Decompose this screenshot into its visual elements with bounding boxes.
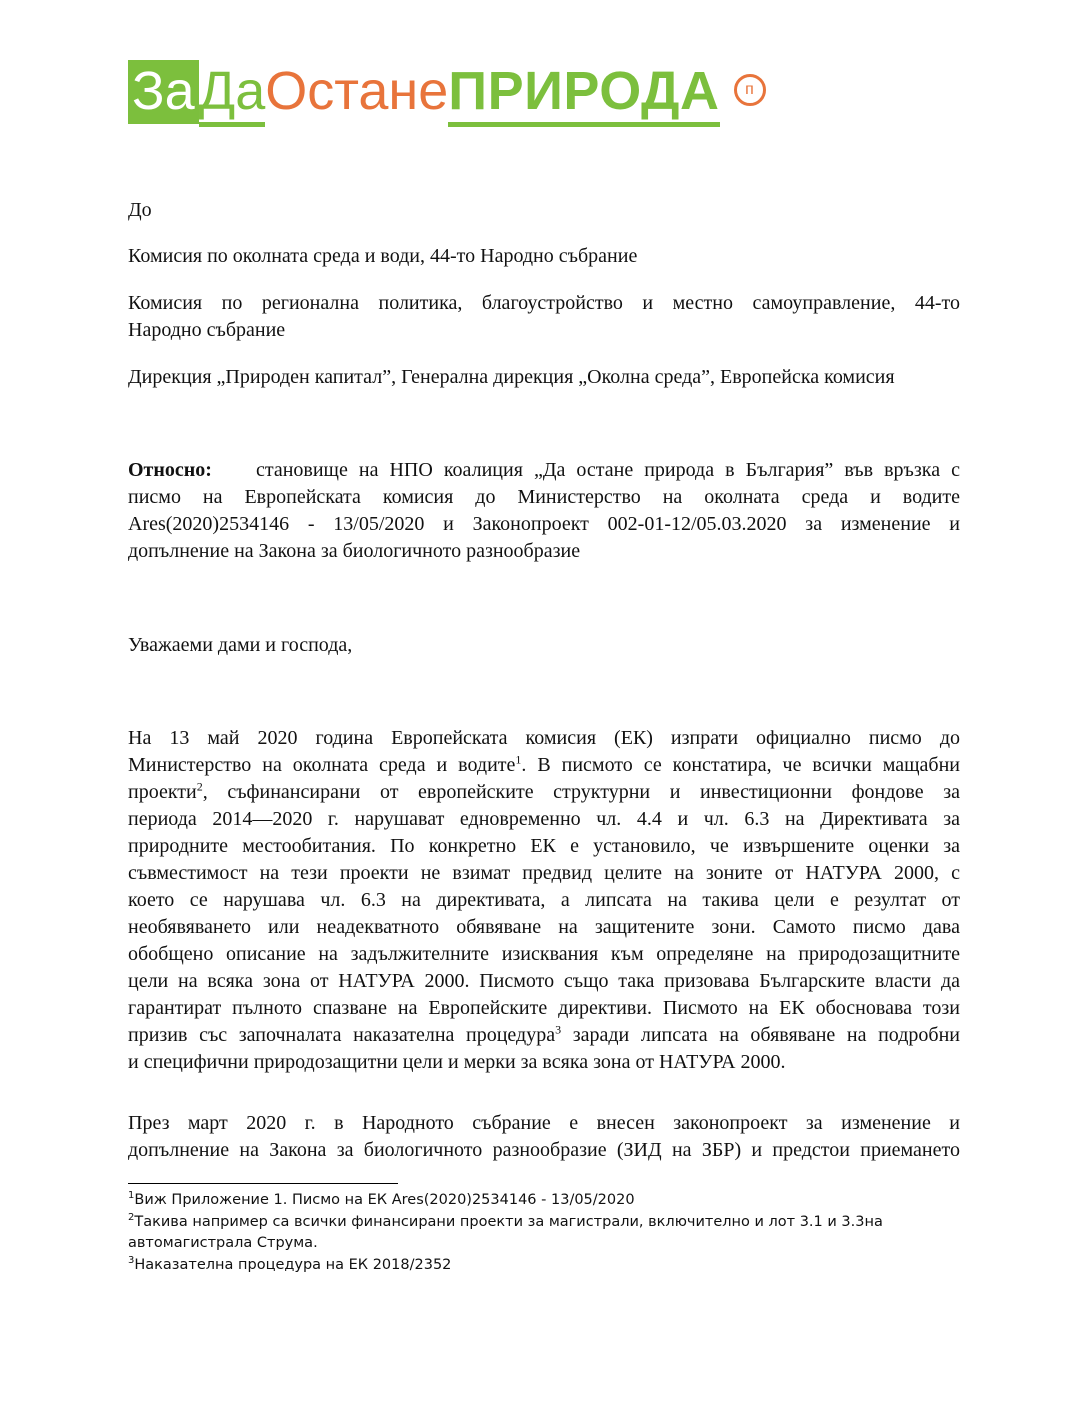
- logo-za: За: [128, 60, 199, 124]
- body-line: През март 2020 г. в Народното събрание е внесен законопроект за изменение и: [128, 1112, 960, 1134]
- recipient-2-line-2: Народно събрание: [128, 319, 286, 341]
- recipient-2-line-1: Комисия по регионална политика, благоустройство и местно самоуправление, 44-то: [128, 292, 960, 314]
- body-line: На 13 май 2020 година Европейската комисия (ЕК) изпрати официално писмо до: [128, 727, 960, 749]
- logo-da: Да: [199, 60, 266, 127]
- logo-ostane: Остане: [265, 61, 449, 121]
- footnote-1: $^1$Виж Приложение 1. Писмо на ЕК Ares(2020)2534146 - 13/05/2020: [128, 1190, 635, 1208]
- body-line: гарантират пълното спазване на Европейските директиви. Писмото на ЕК обосновава този: [128, 997, 960, 1019]
- logo-mark-icon: п: [734, 74, 766, 106]
- footnote-2: $^2$Такива например са всички финансирани проекти за магистрали, включително и лот 3.1 и 3.3на: [128, 1211, 883, 1230]
- body-line: съвместимост на тези проекти не взимат предвид целите на зоните от НАТУРА 2000, с: [128, 862, 960, 884]
- subject-label: Относно:: [128, 459, 212, 481]
- body-line: периода 2014—2020 г. нарушават едновременно чл. 4.4 и чл. 6.3 на Директивата за: [128, 808, 960, 830]
- subject-line-3: Ares(2020)2534146 - 13/05/2020 и Законопроект 002-01-12/05.03.2020 за изменение и: [128, 513, 960, 535]
- body-line: необявяването или неадекватното обявяване на защитените зони. Самото писмо дава: [128, 916, 960, 938]
- body-line: призив със започналата наказателна процедура$^3$ заради липсата на обявяване на подробни: [128, 1022, 960, 1046]
- body-line: природните местообитания. По конкретно ЕК е установило, че извършените оценки за: [128, 835, 960, 857]
- recipient-to: До: [128, 199, 152, 221]
- body-line: което се нарушава чл. 6.3 на директивата, а липсата на такива цели е резултат от: [128, 889, 960, 911]
- salutation: Уважаеми дами и господа,: [128, 634, 353, 656]
- footnote-ref-2[interactable]: 2: [196, 779, 203, 794]
- body-line: Министерство на околната среда и водите$^1$. В писмото се констатира, че всички мащабни: [128, 752, 960, 776]
- body-line: проекти$^2$, съфинансирани от европейските структурни и инвестиционни фондове за: [128, 779, 960, 803]
- footnote-ref-1[interactable]: 1: [515, 752, 522, 767]
- body-paragraph-1: [128, 725, 960, 1076]
- body-line: и специфични природозащитни цели и мерки за всяка зона от НАТУРА 2000.: [128, 1051, 786, 1073]
- subject-block: [128, 457, 960, 565]
- footnote-ref-3[interactable]: 3: [555, 1022, 562, 1037]
- recipient-2: [128, 290, 960, 344]
- body-paragraph-2: [128, 1110, 960, 1164]
- footnote-divider: [128, 1183, 398, 1184]
- subject-text-1: становище на НПО коалиция „Да остане природа в България” във връзка с: [255, 459, 960, 481]
- body-line: обобщено описание на задължителните изисквания към определяне на природозащитните: [128, 943, 960, 965]
- subject-line-1: [128, 457, 960, 484]
- footnote-2-continued: автомагистрала Струма.: [128, 1235, 318, 1251]
- footnotes: [128, 1190, 960, 1276]
- recipient-1: Комисия по околната среда и води, 44-то Народно събрание: [128, 245, 638, 267]
- subject-line-2: писмо на Европейската комисия до Министерство на околната среда и водите: [128, 486, 960, 508]
- subject-line-4: допълнение на Закона за биологичното разнообразие: [128, 540, 581, 562]
- footnote-3: $^3$Наказателна процедура на ЕК 2018/2352: [128, 1254, 452, 1273]
- logo-priroda: ПРИРОДА: [448, 60, 719, 127]
- body-line: допълнение на Закона за биологичното разнообразие (ЗИД на ЗБР) и предстои приемането: [128, 1139, 960, 1161]
- recipient-3: Дирекция „Природен капитал”, Генерална дирекция „Околна среда”, Европейска комисия: [128, 366, 895, 388]
- organization-logo: [128, 60, 766, 130]
- body-line: цели на всяка зона от НАТУРА 2000. Писмото също така призовава Българските власти да: [128, 970, 960, 992]
